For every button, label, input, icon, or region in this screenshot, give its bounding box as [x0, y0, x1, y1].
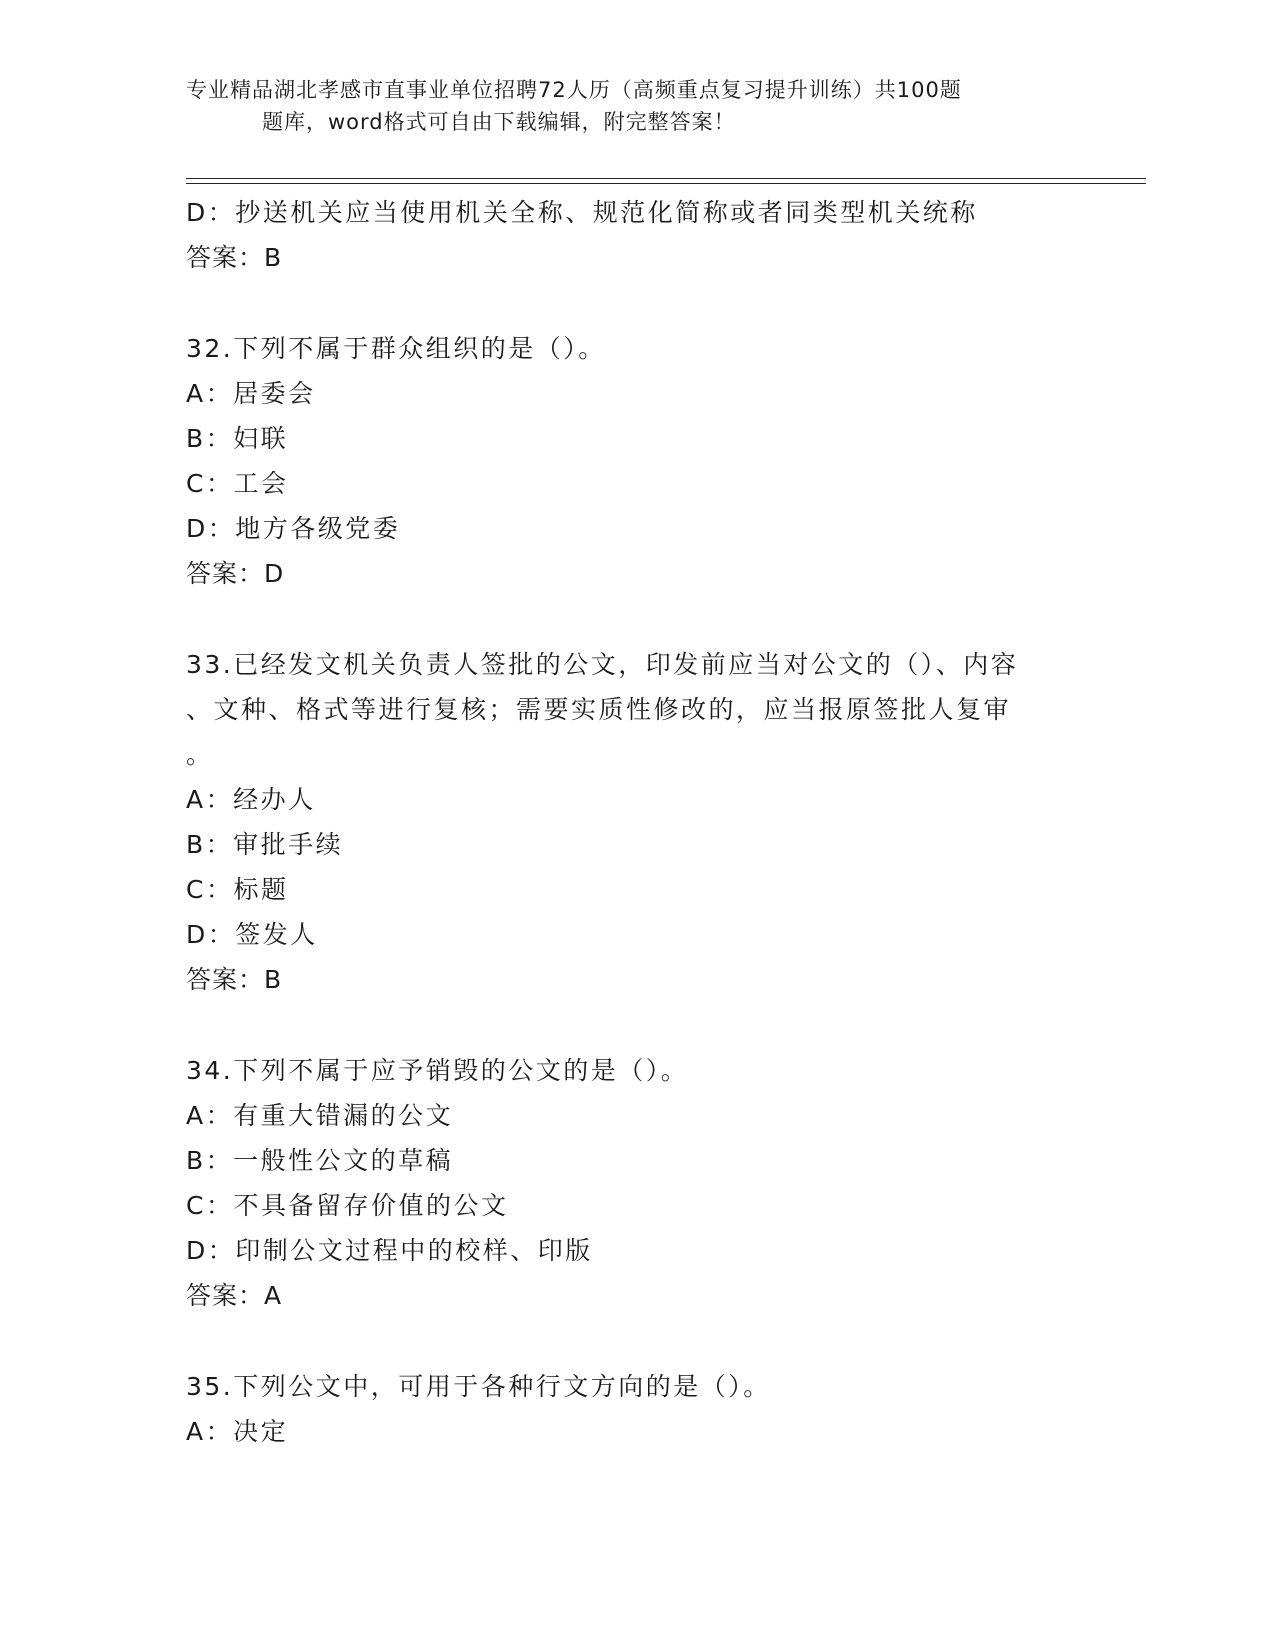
option-d: D：签发人: [186, 920, 318, 949]
answer-line: 答案：B: [186, 965, 283, 994]
question-stem: 34.下列不属于应予销毁的公文的是（）。: [186, 1056, 689, 1085]
question-33: [186, 642, 1086, 1002]
question-stem-line-3: 。: [186, 740, 214, 769]
option-b: B：一般性公文的草稿: [186, 1146, 454, 1175]
option-d: D：地方各级党委: [186, 514, 401, 543]
answer-line: 答案：D: [186, 559, 285, 588]
option-a: A：经办人: [186, 785, 316, 814]
option-c: C：不具备留存价值的公文: [186, 1191, 509, 1220]
header-divider-bottom: [186, 183, 1146, 184]
question-stem: 35.下列公文中，可用于各种行文方向的是（）。: [186, 1372, 771, 1401]
option-b: B：妇联: [186, 424, 289, 453]
question-list: [186, 190, 1086, 1454]
question-31-tail: [186, 190, 1086, 280]
question-stem-line-2: 、文种、格式等进行复核；需要实质性修改的，应当报原签批人复审: [186, 695, 1012, 724]
question-32: [186, 326, 1086, 596]
question-stem: 32.下列不属于群众组织的是（）。: [186, 334, 606, 363]
option-c: C：标题: [186, 875, 289, 904]
answer-line: 答案：B: [186, 243, 283, 272]
question-35: [186, 1364, 1086, 1454]
option-b: B：审批手续: [186, 830, 344, 859]
question-34: [186, 1048, 1086, 1318]
option-c: C：工会: [186, 469, 289, 498]
option-a: A：决定: [186, 1417, 289, 1446]
header-title-line-1: 专业精品湖北孝感市直事业单位招聘72人历（高频重点复习提升训练）共100题: [186, 78, 962, 102]
header-title-line-2: 题库，word格式可自由下载编辑，附完整答案！: [262, 110, 736, 134]
option-d: D：印制公文过程中的校样、印版: [186, 1236, 593, 1265]
option-a: A：居委会: [186, 379, 316, 408]
option-d: D：抄送机关应当使用机关全称、规范化简称或者同类型机关统称: [186, 198, 978, 227]
header-divider-top: [186, 178, 1146, 179]
answer-line: 答案：A: [186, 1281, 283, 1310]
document-header: [186, 74, 1086, 138]
option-a: A：有重大错漏的公文: [186, 1101, 454, 1130]
question-stem-line-1: 33.已经发文机关负责人签批的公文，印发前应当对公文的（）、内容: [186, 650, 1019, 679]
